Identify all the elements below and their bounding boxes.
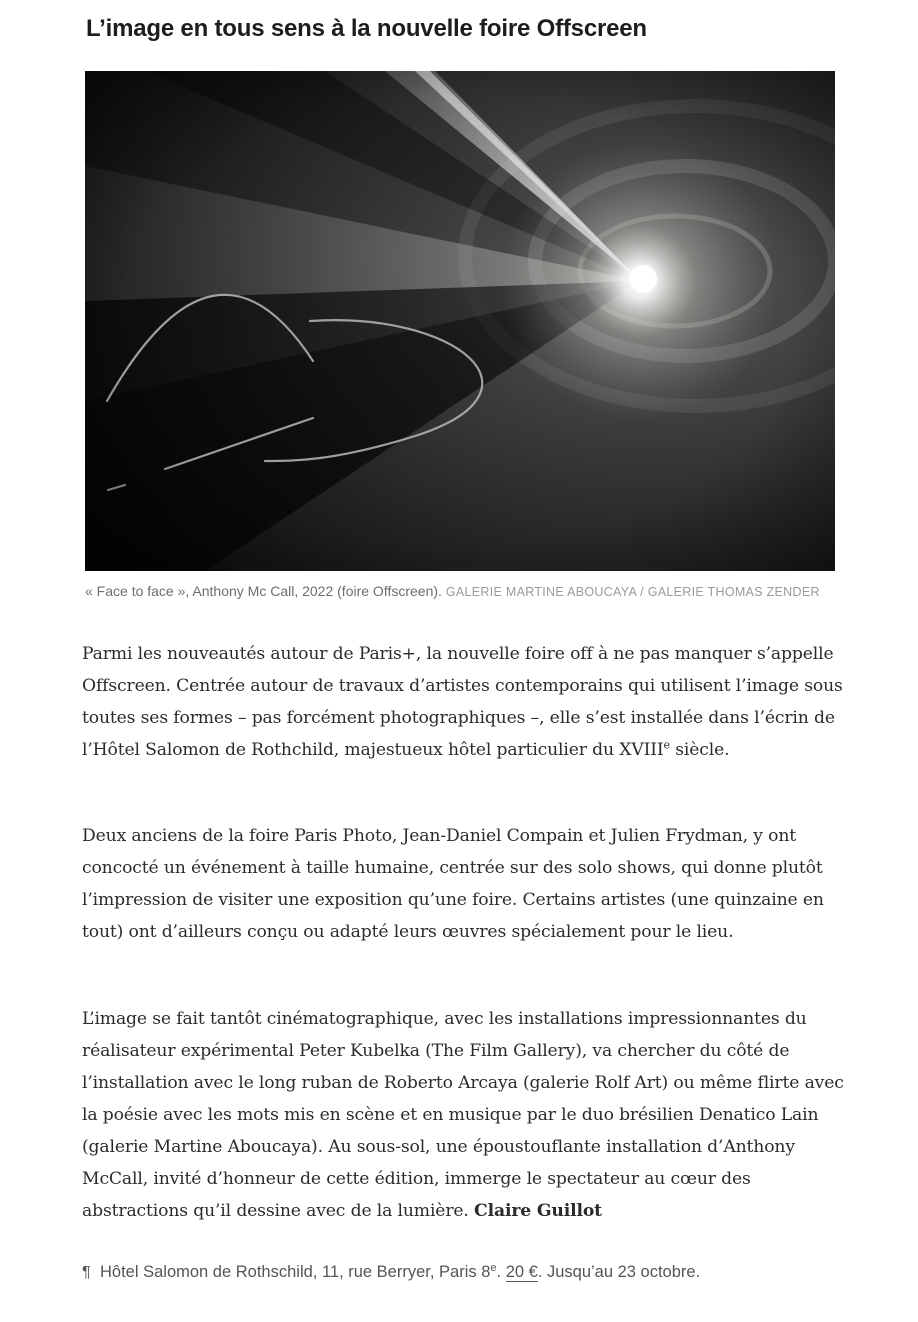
paragraph-1-text-end: siècle.	[669, 740, 730, 760]
article-headline: L’image en tous sens à la nouvelle foire Offscreen	[86, 15, 647, 42]
paragraph-1	[82, 638, 848, 766]
century-superscript: e	[663, 738, 670, 752]
arrondissement-superscript: e	[490, 1261, 497, 1274]
light-installation-photo	[85, 71, 835, 571]
article-image	[85, 71, 835, 571]
pilcrow-icon: ¶	[82, 1264, 91, 1281]
paragraph-3	[82, 1003, 848, 1227]
image-credit: GALERIE MARTINE ABOUCAYA / GALERIE THOMAS ZENDER	[445, 585, 820, 599]
event-dates: . Jusqu’au 23 octobre.	[537, 1263, 701, 1281]
image-caption	[85, 580, 825, 604]
paragraph-1-text: Parmi les nouveautés autour de Paris+, la nouvelle foire off à ne pas manquer s’appelle Offscreen. Centrée autour de travaux d’artistes contemporains qui utilisent l’image sous toutes ses formes – pas forcément photographiques –, elle s’est installée dans l’écrin de l’Hôtel Salomon de Rothchild, majestueux hôtel particulier du XVIII	[82, 644, 843, 760]
paragraph-3-text: L’image se fait tantôt cinématographique, avec les installations impressionnantes du réalisateur expérimental Peter Kubelka (The Film Gallery), va chercher du côté de l’installation avec le long ruban de Roberto Arcaya (galerie Rolf Art) ou même flirte avec la poésie avec les mots mis en scène et en musique par le duo brésilien Denatico Lain (galerie Martine Aboucaya). Au sous-sol, une époustouflante installation d’Anthony McCall, invité d’honneur de cette édition, immerge le spectateur au cœur des abstractions qu’il dessine avec de la lumière.	[82, 1009, 844, 1221]
event-info	[82, 1258, 722, 1287]
price-link[interactable]: 20 €	[505, 1263, 538, 1281]
event-address: Hôtel Salomon de Rothschild, 11, rue Berryer, Paris 8	[100, 1263, 491, 1281]
event-info-text	[82, 1258, 722, 1287]
info-separator: .	[496, 1263, 506, 1281]
paragraph-2: Deux anciens de la foire Paris Photo, Jean-Daniel Compain et Julien Frydman, y ont concocté un événement à taille humaine, centrée sur des solo shows, qui donne plutôt l’impression de visiter une exposition qu’une foire. Certains artistes (une quinzaine en tout) ont d’ailleurs conçu ou adapté leurs œuvres spécialement pour le lieu.	[82, 826, 824, 942]
caption-text: « Face to face », Anthony Mc Call, 2022 (foire Offscreen).	[85, 583, 446, 599]
author-name: Claire Guillot	[474, 1201, 602, 1221]
